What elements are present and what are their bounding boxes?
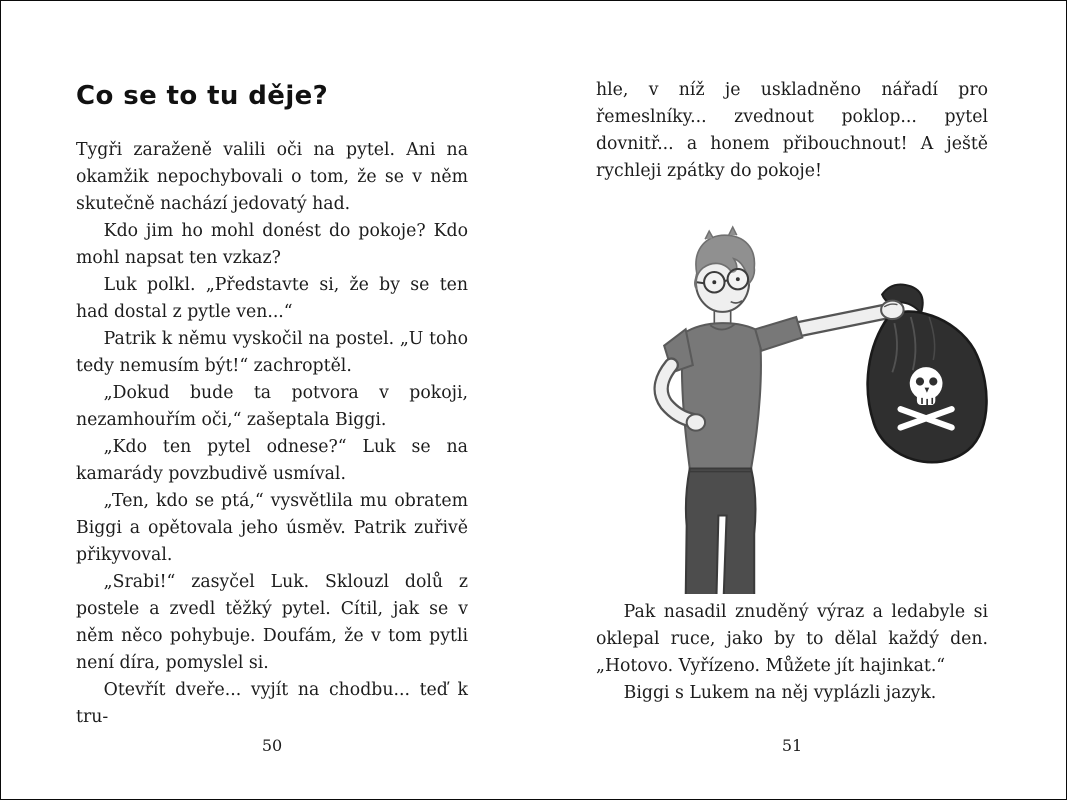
body-paragraph: hle, v níž je uskladněno nářadí pro řemeslníky... zvednout poklop... pytel dovnitř... a honem přibouchnout! A ještě rychleji zpátky do pokoje! bbox=[596, 80, 988, 181]
chapter-title: Co se to tu děje? bbox=[76, 81, 329, 111]
page-number-right: 51 bbox=[781, 736, 803, 755]
body-paragraph: Biggi s Lukem na něj vyplázli jazyk. bbox=[623, 683, 937, 703]
page-number-left: 50 bbox=[261, 736, 283, 755]
left-page-content bbox=[76, 81, 468, 731]
body-paragraph: Luk polkl. „Představte si, že by se ten had dostal z pytle ven...“ bbox=[76, 275, 468, 322]
body-paragraph: „Srabi!“ zasyčel Luk. Sklouzl dolů z postele a zvedl těžký pytel. Cítil, jak se v něm něco pohybuje. Doufám, že v tom pytli není díra, pomyslel si. bbox=[76, 572, 468, 673]
page-left bbox=[1, 1, 534, 800]
gripping-hand bbox=[881, 301, 904, 319]
pants bbox=[686, 468, 756, 594]
head bbox=[695, 227, 755, 312]
body-paragraph: Patrik k němu vyskočil na postel. „U toho tedy nemusím být!“ zachroptěl. bbox=[76, 329, 468, 376]
body-paragraph: Kdo jim ho mohl donést do pokoje? Kdo mohl napsat ten vzkaz? bbox=[76, 221, 468, 268]
right-sleeve bbox=[755, 317, 802, 351]
body-paragraph: „Dokud bude ta potvora v pokoji, nezamhouřím oči,“ zašeptala Biggi. bbox=[76, 383, 468, 430]
body-paragraph: „Kdo ten pytel odnese?“ Luk se na kamarády povzbudivě usmíval. bbox=[76, 437, 468, 484]
poison-bag bbox=[868, 311, 987, 462]
boy-figure bbox=[661, 227, 802, 594]
extended-arm bbox=[798, 312, 884, 329]
tshirt bbox=[682, 323, 761, 468]
body-paragraph: Otevřít dveře... vyjít na chodbu... teď k tru- bbox=[76, 680, 468, 727]
body-paragraph: Pak nasadil znuděný výraz a ledabyle si oklepal ruce, jako by to dělal každý den. „Hotovo. Vyřízeno. Můžete jít hajinkat.“ bbox=[596, 602, 988, 676]
illustration-boy-with-bag bbox=[569, 214, 1009, 594]
left-body-text bbox=[76, 137, 468, 731]
body-paragraph: Tygři zaraženě valili oči na pytel. Ani na okamžik nepochybovali o tom, že se v něm skutečně nachází jedovatý had. bbox=[76, 140, 468, 214]
illustration-svg bbox=[569, 214, 1009, 594]
right-page-bottom-text bbox=[596, 599, 988, 707]
right-page-top-text bbox=[596, 77, 988, 185]
body-paragraph: „Ten, kdo se ptá,“ vysvětlila mu obratem Biggi a opětovala jeho úsměv. Patrik zuřivě přikyvoval. bbox=[76, 491, 468, 565]
page-right bbox=[534, 1, 1067, 800]
